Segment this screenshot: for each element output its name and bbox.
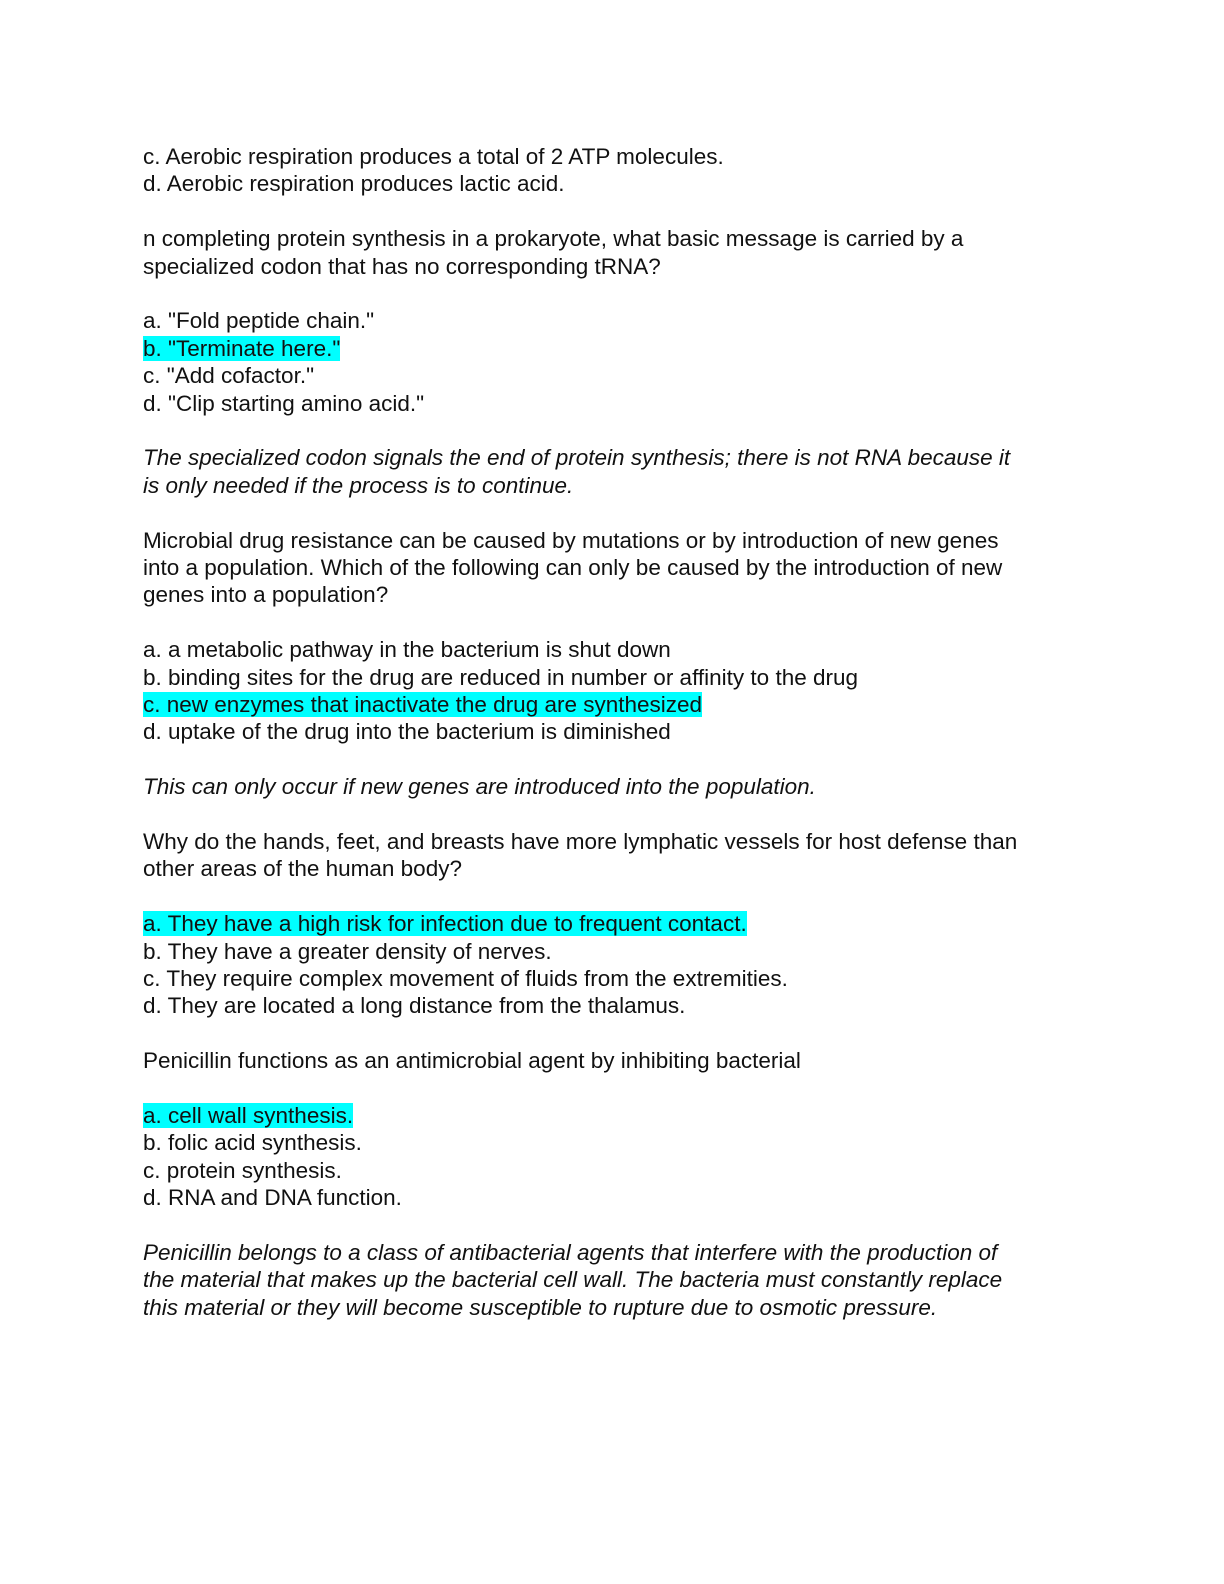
option-b: b. binding sites for the drug are reduced in number or affinity to the drug	[143, 664, 859, 690]
spacer	[143, 1020, 1093, 1047]
option-a-correct	[143, 910, 1093, 937]
answer-highlight: a. They have a high risk for infection due to frequent contact.	[143, 911, 747, 937]
option-c: c. protein synthesis.	[143, 1157, 342, 1183]
option-a: a. a metabolic pathway in the bacterium is shut down	[143, 637, 671, 663]
option-d: d. Aerobic respiration produces lactic acid.	[143, 171, 565, 197]
question-text: Why do the hands, feet, and breasts have more lymphatic vessels for host defense than	[143, 829, 1018, 855]
explanation-text: is only needed if the process is to continue.	[143, 472, 574, 498]
explanation-text: this material or they will become susceptible to rupture due to osmotic pressure.	[143, 1294, 938, 1320]
option-c: c. They require complex movement of fluids from the extremities.	[143, 966, 788, 992]
spacer	[143, 417, 1093, 444]
explanation-text: This can only occur if new genes are introduced into the population.	[143, 774, 816, 800]
question-text: other areas of the human body?	[143, 856, 462, 882]
option-d: d. They are located a long distance from the thalamus.	[143, 993, 686, 1019]
spacer	[143, 499, 1093, 526]
spacer	[143, 801, 1093, 828]
answer-highlight: a. cell wall synthesis.	[143, 1103, 354, 1129]
option-d: d. RNA and DNA function.	[143, 1185, 402, 1211]
option-d: d. "Clip starting amino acid."	[143, 390, 425, 416]
question-text: genes into a population?	[143, 582, 389, 608]
option-d: d. uptake of the drug into the bacterium is diminished	[143, 719, 671, 745]
spacer	[143, 609, 1093, 636]
spacer	[143, 1212, 1093, 1239]
spacer	[143, 198, 1093, 225]
option-c-correct	[143, 691, 1093, 718]
explanation-text: The specialized codon signals the end of protein synthesis; there is not RNA because it	[143, 445, 1011, 471]
answer-highlight: b. "Terminate here."	[143, 335, 341, 361]
question-text: Microbial drug resistance can be caused by mutations or by introduction of new genes	[143, 527, 999, 553]
option-a: a. "Fold peptide chain."	[143, 308, 375, 334]
explanation-text: the material that makes up the bacterial cell wall. The bacteria must constantly replace	[143, 1267, 1003, 1293]
question-text: into a population. Which of the following can only be caused by the introduction of new	[143, 555, 1003, 581]
option-b: b. They have a greater density of nerves.	[143, 938, 552, 964]
spacer	[143, 746, 1093, 773]
option-b-correct	[143, 335, 1093, 362]
question-text: Penicillin functions as an antimicrobial agent by inhibiting bacterial	[143, 1048, 801, 1074]
option-a-correct	[143, 1102, 1093, 1129]
spacer	[143, 1075, 1093, 1102]
option-c: c. Aerobic respiration produces a total of 2 ATP molecules.	[143, 144, 724, 169]
answer-highlight: c. new enzymes that inactivate the drug are synthesized	[143, 692, 703, 718]
spacer	[143, 883, 1093, 910]
explanation-text: Penicillin belongs to a class of antibacterial agents that interfere with the production of	[143, 1240, 998, 1266]
spacer	[143, 280, 1093, 307]
document-page	[143, 143, 1093, 1321]
question-text: specialized codon that has no corresponding tRNA?	[143, 253, 661, 279]
option-c: c. "Add cofactor."	[143, 363, 315, 389]
question-text: n completing protein synthesis in a prokaryote, what basic message is carried by a	[143, 226, 964, 252]
option-b: b. folic acid synthesis.	[143, 1130, 362, 1156]
